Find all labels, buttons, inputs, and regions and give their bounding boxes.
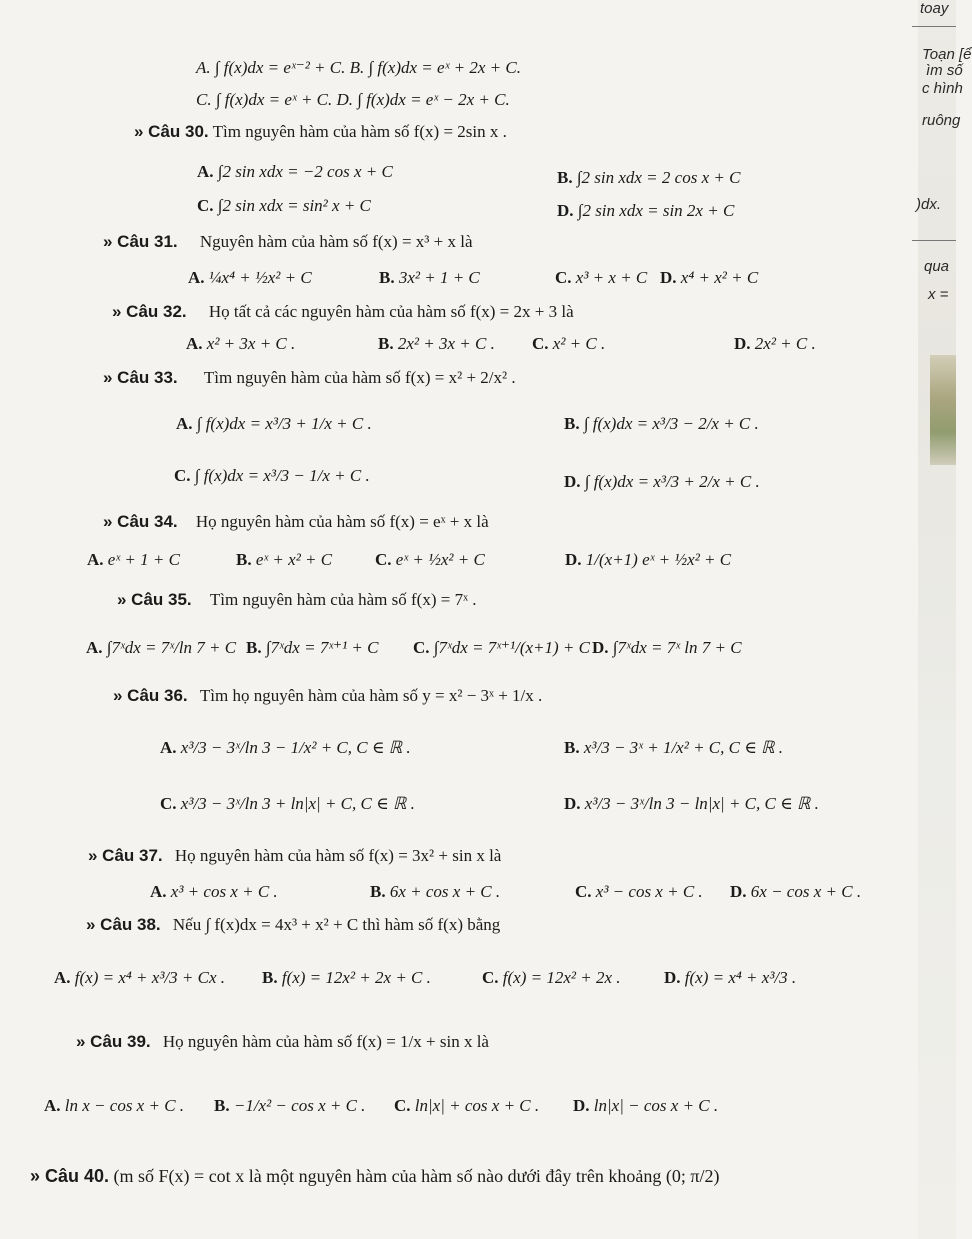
option-letter: B. bbox=[557, 168, 577, 187]
option-letter: C. bbox=[375, 550, 396, 569]
question-text: Họ nguyên hàm của hàm số f(x) = eˣ + x là bbox=[195, 512, 489, 531]
adjacent-page-strip bbox=[918, 0, 956, 1239]
option-letter: A. bbox=[54, 968, 75, 987]
option-expression: x³/3 − 3ˣ/ln 3 + ln|x| + C, C ∈ ℝ . bbox=[180, 794, 415, 813]
option-expression: x³ + cos x + C . bbox=[170, 882, 278, 901]
option-c bbox=[555, 268, 647, 288]
option-d bbox=[730, 882, 861, 902]
question-text: Tìm nguyên hàm của hàm số f(x) = x² + 2/x² . bbox=[203, 368, 516, 387]
question-text: Họ tất cả các nguyên hàm của hàm số f(x) = 2x + 3 là bbox=[208, 302, 574, 321]
option-a bbox=[87, 550, 180, 570]
option-b bbox=[262, 968, 431, 988]
option-expression: x³/3 − 3ˣ/ln 3 − 1/x² + C, C ∈ ℝ . bbox=[180, 738, 411, 757]
option-expression: ∫2 sin xdx = 2 cos x + C bbox=[576, 168, 741, 187]
option-expression: 2x² + C . bbox=[754, 334, 816, 353]
option-a bbox=[54, 968, 225, 988]
question-text: Họ nguyên hàm của hàm số f(x) = 1/x + sin x là bbox=[162, 1032, 489, 1051]
option-expression: f(x) = x⁴ + x³/3 . bbox=[684, 968, 797, 987]
option-expression: ∫2 sin xdx = −2 cos x + C bbox=[217, 162, 393, 181]
option-expression: eˣ + ½x² + C bbox=[395, 550, 485, 569]
question-37 bbox=[88, 846, 501, 866]
question-number: » Câu 31. bbox=[103, 232, 178, 251]
option-letter: C. bbox=[394, 1096, 415, 1115]
option-a bbox=[186, 334, 295, 354]
side-text: x = bbox=[928, 286, 949, 303]
option-expression: ∫7ˣdx = 7ˣ⁺¹ + C bbox=[265, 638, 379, 657]
option-expression: 1/(x+1) eˣ + ½x² + C bbox=[585, 550, 732, 569]
option-expression: ¼x⁴ + ½x² + C bbox=[208, 268, 312, 287]
side-text: ruông bbox=[922, 112, 961, 129]
option-letter: B. bbox=[236, 550, 256, 569]
option-expression: 6x + cos x + C . bbox=[389, 882, 501, 901]
question-33 bbox=[103, 368, 516, 388]
question-number: » Câu 40. bbox=[30, 1166, 110, 1186]
option-letter: B. bbox=[379, 268, 399, 287]
question-39 bbox=[76, 1032, 489, 1052]
option-c bbox=[160, 794, 415, 814]
option-letter: B. bbox=[564, 414, 584, 433]
option-letter: C. bbox=[575, 882, 596, 901]
option-a bbox=[197, 162, 393, 182]
option-letter: D. bbox=[730, 882, 751, 901]
option-expression: 6x − cos x + C . bbox=[750, 882, 862, 901]
side-text: Toạn [ể bbox=[922, 46, 972, 63]
option-d bbox=[573, 1096, 718, 1116]
option-d bbox=[565, 550, 731, 570]
option-b bbox=[214, 1096, 365, 1116]
option-expression: x³/3 − 3ˣ/ln 3 − ln|x| + C, C ∈ ℝ . bbox=[584, 794, 819, 813]
question-38 bbox=[86, 915, 500, 935]
option-letter: D. bbox=[734, 334, 755, 353]
question-text: Nguyên hàm của hàm số f(x) = x³ + x là bbox=[199, 232, 473, 251]
option-letter: D. bbox=[565, 550, 586, 569]
option-expression: x³ + x + C bbox=[575, 268, 648, 287]
option-expression: x² + C . bbox=[552, 334, 606, 353]
option-expression: ∫2 sin xdx = sin² x + C bbox=[217, 196, 371, 215]
option-expression: f(x) = x⁴ + x³/3 + Cx . bbox=[74, 968, 225, 987]
question-number: » Câu 33. bbox=[103, 368, 178, 387]
option-expression: x² + 3x + C . bbox=[206, 334, 296, 353]
question-number: » Câu 37. bbox=[88, 846, 163, 865]
option-expression: ∫ f(x)dx = x³/3 − 1/x + C . bbox=[194, 466, 370, 485]
option-expression: ln x − cos x + C . bbox=[64, 1096, 185, 1115]
option-letter: C. bbox=[197, 196, 218, 215]
option-a bbox=[160, 738, 411, 758]
option-letter: B. bbox=[214, 1096, 234, 1115]
option-letter: D. bbox=[557, 201, 578, 220]
option-c bbox=[375, 550, 485, 570]
option-b bbox=[370, 882, 500, 902]
option-letter: A. bbox=[150, 882, 171, 901]
answer-line-29-ab: A. ∫ f(x)dx = eˣ⁻² + C. B. ∫ f(x)dx = eˣ + 2x + C. bbox=[196, 58, 521, 77]
option-b bbox=[236, 550, 332, 570]
question-number: » Câu 34. bbox=[103, 512, 178, 531]
question-40 bbox=[30, 1166, 719, 1187]
option-b bbox=[564, 414, 759, 434]
option-b bbox=[378, 334, 495, 354]
option-letter: A. bbox=[86, 638, 107, 657]
divider bbox=[912, 240, 956, 241]
question-number: » Câu 39. bbox=[76, 1032, 151, 1051]
option-letter: D. bbox=[573, 1096, 594, 1115]
side-text: toay bbox=[920, 0, 949, 17]
option-letter: A. bbox=[176, 414, 197, 433]
option-letter: B. bbox=[246, 638, 266, 657]
option-letter: A. bbox=[87, 550, 108, 569]
option-letter: A. bbox=[197, 162, 218, 181]
option-letter: C. bbox=[555, 268, 576, 287]
option-expression: ∫ f(x)dx = x³/3 + 2/x + C . bbox=[584, 472, 760, 491]
option-a bbox=[176, 414, 372, 434]
question-number: » Câu 35. bbox=[117, 590, 192, 609]
option-d bbox=[564, 472, 760, 492]
question-35 bbox=[117, 590, 477, 610]
option-expression: ∫7ˣdx = 7ˣ/ln 7 + C bbox=[106, 638, 237, 657]
option-c bbox=[482, 968, 621, 988]
option-b bbox=[557, 168, 740, 188]
option-b bbox=[564, 738, 783, 758]
option-expression: f(x) = 12x² + 2x . bbox=[502, 968, 621, 987]
option-c bbox=[413, 638, 590, 658]
option-b bbox=[246, 638, 379, 658]
option-c bbox=[197, 196, 371, 216]
option-letter: B. bbox=[370, 882, 390, 901]
option-expression: f(x) = 12x² + 2x + C . bbox=[281, 968, 431, 987]
option-expression: ∫7ˣdx = 7ˣ ln 7 + C bbox=[612, 638, 742, 657]
option-expression: ∫2 sin xdx = sin 2x + C bbox=[577, 201, 735, 220]
option-expression: ∫ f(x)dx = x³/3 + 1/x + C . bbox=[196, 414, 372, 433]
option-a bbox=[44, 1096, 184, 1116]
option-expression: 2x² + 3x + C . bbox=[397, 334, 495, 353]
question-34 bbox=[103, 512, 489, 532]
question-number: » Câu 30. bbox=[134, 122, 209, 141]
option-expression: −1/x² − cos x + C . bbox=[233, 1096, 366, 1115]
adjacent-page-image-fragment bbox=[930, 355, 956, 465]
option-d bbox=[557, 201, 734, 221]
option-letter: C. bbox=[160, 794, 181, 813]
question-31 bbox=[103, 232, 473, 252]
option-letter: C. bbox=[174, 466, 195, 485]
question-text: Họ nguyên hàm của hàm số f(x) = 3x² + sin x là bbox=[174, 846, 502, 865]
divider bbox=[912, 26, 956, 27]
option-c bbox=[575, 882, 703, 902]
side-text: qua bbox=[924, 258, 950, 275]
question-30 bbox=[134, 122, 507, 142]
option-expression: x⁴ + x² + C bbox=[680, 268, 759, 287]
option-c bbox=[394, 1096, 539, 1116]
option-expression: x³ − cos x + C . bbox=[595, 882, 703, 901]
option-expression: ln|x| + cos x + C . bbox=[414, 1096, 540, 1115]
option-expression: eˣ + 1 + C bbox=[107, 550, 180, 569]
option-c bbox=[174, 466, 370, 486]
option-expression: eˣ + x² + C bbox=[255, 550, 333, 569]
option-letter: A. bbox=[160, 738, 181, 757]
option-d bbox=[592, 638, 742, 658]
question-text: Tìm nguyên hàm của hàm số f(x) = 7ˣ . bbox=[209, 590, 477, 609]
option-letter: C. bbox=[413, 638, 434, 657]
option-letter: C. bbox=[532, 334, 553, 353]
option-letter: A. bbox=[188, 268, 209, 287]
option-letter: B. bbox=[378, 334, 398, 353]
option-expression: ∫7ˣdx = 7ˣ⁺¹/(x+1) + C bbox=[433, 638, 590, 657]
option-letter: C. bbox=[482, 968, 503, 987]
question-number: » Câu 32. bbox=[112, 302, 187, 321]
option-expression: 3x² + 1 + C bbox=[398, 268, 480, 287]
option-a bbox=[188, 268, 312, 288]
option-letter: D. bbox=[660, 268, 681, 287]
option-b bbox=[379, 268, 480, 288]
option-letter: D. bbox=[564, 794, 585, 813]
question-text: Tìm họ nguyên hàm của hàm số y = x² − 3ˣ + 1/x . bbox=[199, 686, 543, 705]
option-letter: B. bbox=[262, 968, 282, 987]
question-text: Tìm nguyên hàm của hàm số f(x) = 2sin x . bbox=[212, 122, 507, 141]
question-text: Nếu ∫ f(x)dx = 4x³ + x² + C thì hàm số f(x) bằng bbox=[172, 915, 501, 934]
option-a bbox=[86, 638, 236, 658]
question-36 bbox=[113, 686, 542, 706]
option-a bbox=[150, 882, 278, 902]
option-letter: A. bbox=[44, 1096, 65, 1115]
question-number: » Câu 38. bbox=[86, 915, 161, 934]
question-text: (m số F(x) = cot x là một nguyên hàm của hàm số nào dưới đây trên khoảng (0; π/2) bbox=[113, 1166, 720, 1186]
option-d bbox=[660, 268, 758, 288]
option-d bbox=[664, 968, 796, 988]
option-expression: x³/3 − 3ˣ + 1/x² + C, C ∈ ℝ . bbox=[583, 738, 784, 757]
option-letter: B. bbox=[564, 738, 584, 757]
question-number: » Câu 36. bbox=[113, 686, 188, 705]
option-c bbox=[532, 334, 605, 354]
side-text: )dx. bbox=[916, 196, 942, 213]
question-32 bbox=[112, 302, 574, 322]
option-letter: D. bbox=[564, 472, 585, 491]
option-d bbox=[564, 794, 819, 814]
option-letter: D. bbox=[592, 638, 613, 657]
side-text: ìm số bbox=[926, 62, 963, 79]
answer-line-29-cd: C. ∫ f(x)dx = eˣ + C. D. ∫ f(x)dx = eˣ − 2x + C. bbox=[196, 90, 510, 109]
option-letter: A. bbox=[186, 334, 207, 353]
side-text: c hình bbox=[922, 80, 963, 97]
option-expression: ln|x| − cos x + C . bbox=[593, 1096, 719, 1115]
option-letter: D. bbox=[664, 968, 685, 987]
option-d bbox=[734, 334, 816, 354]
option-expression: ∫ f(x)dx = x³/3 − 2/x + C . bbox=[583, 414, 759, 433]
